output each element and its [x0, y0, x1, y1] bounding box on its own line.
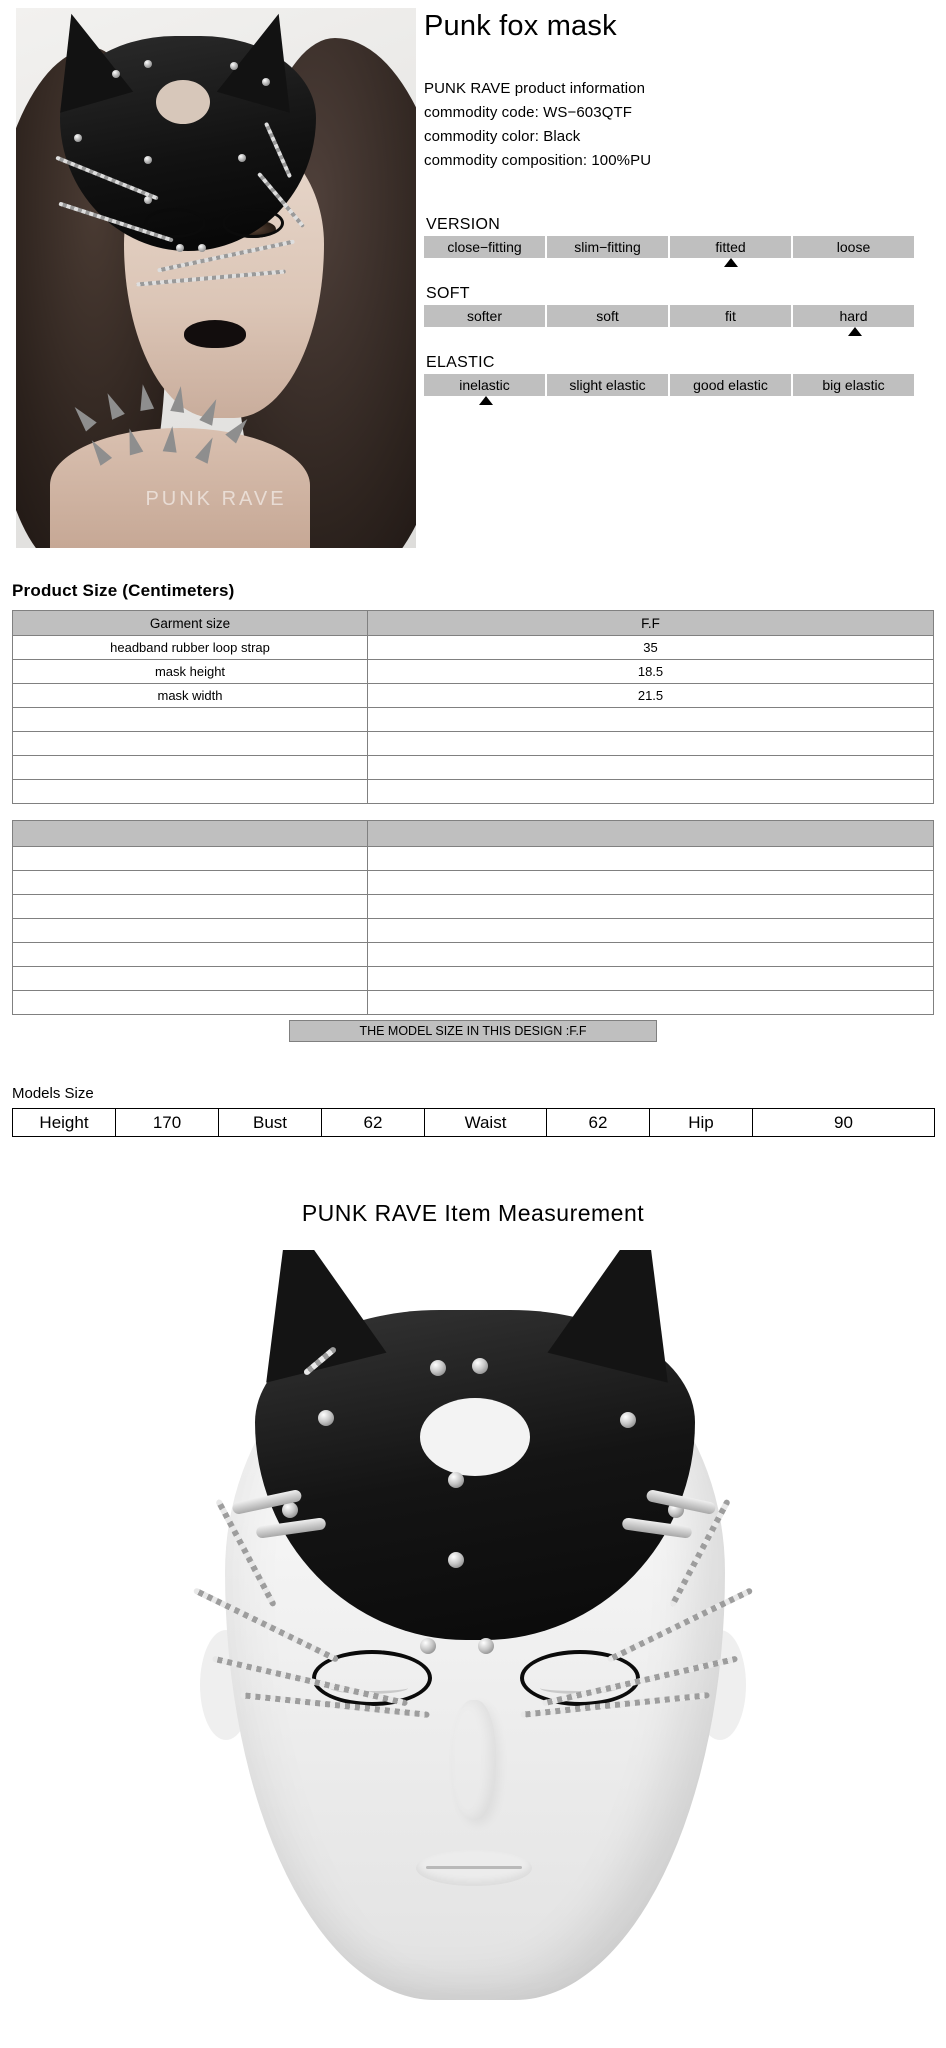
table-row	[13, 756, 934, 780]
cell-blank	[13, 943, 368, 967]
table-row	[13, 967, 934, 991]
collar-spike	[163, 425, 180, 452]
product-size-heading: Product Size (Centimeters)	[12, 581, 235, 600]
cell-measure-value	[368, 732, 934, 756]
collar-spike	[69, 403, 96, 432]
collar-spike	[195, 434, 219, 464]
models-size-label: Models Size	[12, 1085, 94, 1102]
attribute-version-marker-row	[424, 258, 914, 270]
cell-blank	[13, 919, 368, 943]
cell-measure-name	[13, 708, 368, 732]
table-row	[13, 919, 934, 943]
collar-spike	[86, 436, 112, 465]
attribute-soft-option-3[interactable]: hard	[793, 305, 914, 327]
mask-stud	[176, 244, 184, 252]
attribute-soft-option-0[interactable]: softer	[424, 305, 545, 327]
attribute-version-scale	[424, 236, 914, 258]
model-lips	[184, 320, 246, 348]
cell-measure-value: 35	[368, 636, 934, 660]
cell-bust-value: 62	[322, 1109, 425, 1137]
attribute-version-option-2[interactable]: fitted	[670, 236, 791, 258]
cell-blank	[368, 943, 934, 967]
cell-measure-value	[368, 756, 934, 780]
mask-stud	[74, 134, 82, 142]
model-photo	[16, 8, 416, 548]
models-size-table	[12, 1108, 935, 1137]
cell-measure-value	[368, 780, 934, 804]
mask-stud	[144, 60, 152, 68]
cell-height-value: 170	[116, 1109, 219, 1137]
collar-spike	[101, 390, 125, 419]
mask-stud-detail	[448, 1552, 464, 1568]
mask-stud-detail	[620, 1412, 636, 1428]
table-row	[13, 684, 934, 708]
attribute-soft-option-2[interactable]: fit	[670, 305, 791, 327]
table-row	[13, 895, 934, 919]
column-header-blank-1	[13, 821, 368, 847]
mask-stud-detail	[420, 1638, 436, 1654]
cell-measure-name: mask width	[13, 684, 368, 708]
collar-spike	[170, 385, 187, 413]
cell-blank	[368, 871, 934, 895]
info-heading: PUNK RAVE product information	[424, 80, 646, 97]
table-row	[13, 1109, 935, 1137]
page-title: Punk fox mask	[424, 10, 617, 42]
attribute-version-option-1[interactable]: slim−fitting	[547, 236, 668, 258]
attribute-version-option-0[interactable]: close−fitting	[424, 236, 545, 258]
table-row	[13, 732, 934, 756]
attribute-version-label: VERSION	[426, 216, 501, 233]
cell-hip-label: Hip	[650, 1109, 753, 1137]
table-row	[13, 636, 934, 660]
mask-stud	[112, 70, 120, 78]
cell-blank	[368, 919, 934, 943]
cell-waist-label: Waist	[425, 1109, 547, 1137]
cell-blank	[13, 847, 368, 871]
mask-stud-detail	[448, 1472, 464, 1488]
cell-blank	[13, 967, 368, 991]
attribute-soft-option-1[interactable]: soft	[547, 305, 668, 327]
model-size-note: THE MODEL SIZE IN THIS DESIGN :F.F	[289, 1020, 657, 1042]
cell-measure-name: headband rubber loop strap	[13, 636, 368, 660]
mask-stud-detail	[318, 1410, 334, 1426]
commodity-color: commodity color: Black	[424, 128, 581, 145]
column-header-blank-2	[368, 821, 934, 847]
cell-measure-name	[13, 732, 368, 756]
cell-blank	[368, 847, 934, 871]
spiked-collar	[72, 376, 262, 486]
cell-waist-value: 62	[547, 1109, 650, 1137]
table-row	[13, 943, 934, 967]
mask-stud	[262, 78, 270, 86]
mask-eye-cutout-right	[222, 208, 284, 238]
cell-height-label: Height	[13, 1109, 116, 1137]
mask-stud-detail	[430, 1360, 446, 1376]
mask-forehead-cutout-detail	[420, 1398, 530, 1476]
photo-watermark: PUNK RAVE	[145, 488, 287, 510]
attribute-version	[424, 215, 934, 270]
mask-stud	[144, 156, 152, 164]
mask-stud-detail	[478, 1638, 494, 1654]
collar-spike	[199, 396, 222, 425]
cell-blank	[368, 895, 934, 919]
cell-measure-name	[13, 780, 368, 804]
attribute-elastic-option-0[interactable]: inelastic	[424, 374, 545, 396]
attribute-elastic	[424, 353, 934, 408]
commodity-composition: commodity composition: 100%PU	[424, 152, 652, 169]
attribute-elastic-option-3[interactable]: big elastic	[793, 374, 914, 396]
column-header-garment-size: Garment size	[13, 611, 368, 636]
product-size-table-secondary	[12, 820, 934, 1015]
table-header-row	[13, 821, 934, 847]
cell-bust-label: Bust	[219, 1109, 322, 1137]
attribute-soft-label: SOFT	[426, 285, 470, 302]
attribute-elastic-option-1[interactable]: slight elastic	[547, 374, 668, 396]
table-header-row	[13, 611, 934, 636]
table-row	[13, 847, 934, 871]
cell-hip-value: 90	[753, 1109, 935, 1137]
mask-stud	[198, 244, 206, 252]
cell-blank	[13, 991, 368, 1015]
cell-blank	[368, 991, 934, 1015]
attribute-soft-scale	[424, 305, 914, 327]
table-row	[13, 871, 934, 895]
mask-stud	[230, 62, 238, 70]
table-row	[13, 991, 934, 1015]
attribute-soft	[424, 284, 934, 339]
cell-measure-name	[13, 756, 368, 780]
attribute-version-option-3[interactable]: loose	[793, 236, 914, 258]
column-header-ff: F.F	[368, 611, 934, 636]
attribute-elastic-label: ELASTIC	[426, 354, 495, 371]
cell-measure-value: 18.5	[368, 660, 934, 684]
attribute-version-marker	[724, 258, 738, 267]
table-row	[13, 660, 934, 684]
mask-stud-detail	[472, 1358, 488, 1374]
mask-stud	[238, 154, 246, 162]
product-info-panel	[424, 10, 934, 408]
mannequin-nose	[452, 1700, 496, 1820]
collar-spike	[123, 427, 144, 456]
cell-blank	[13, 895, 368, 919]
table-row	[13, 780, 934, 804]
cell-measure-value	[368, 708, 934, 732]
commodity-code: commodity code: WS−603QTF	[424, 104, 632, 121]
attribute-elastic-option-2[interactable]: good elastic	[670, 374, 791, 396]
cell-blank	[368, 967, 934, 991]
attribute-soft-marker	[848, 327, 862, 336]
collar-spike	[136, 383, 154, 411]
product-size-table	[12, 610, 934, 804]
cell-measure-name: mask height	[13, 660, 368, 684]
product-header-section	[0, 0, 946, 570]
attribute-elastic-scale	[424, 374, 914, 396]
cell-measure-value: 21.5	[368, 684, 934, 708]
cell-blank	[13, 871, 368, 895]
attribute-elastic-marker	[479, 396, 493, 405]
measurement-section-title: PUNK RAVE Item Measurement	[301, 1200, 645, 1226]
table-row	[13, 708, 934, 732]
collar-spike	[225, 415, 252, 444]
mannequin-photo	[0, 1250, 946, 2048]
attribute-soft-marker-row	[424, 327, 914, 339]
mask-forehead-cutout	[156, 80, 210, 124]
attribute-elastic-marker-row	[424, 396, 914, 408]
mannequin-lips	[416, 1850, 532, 1886]
